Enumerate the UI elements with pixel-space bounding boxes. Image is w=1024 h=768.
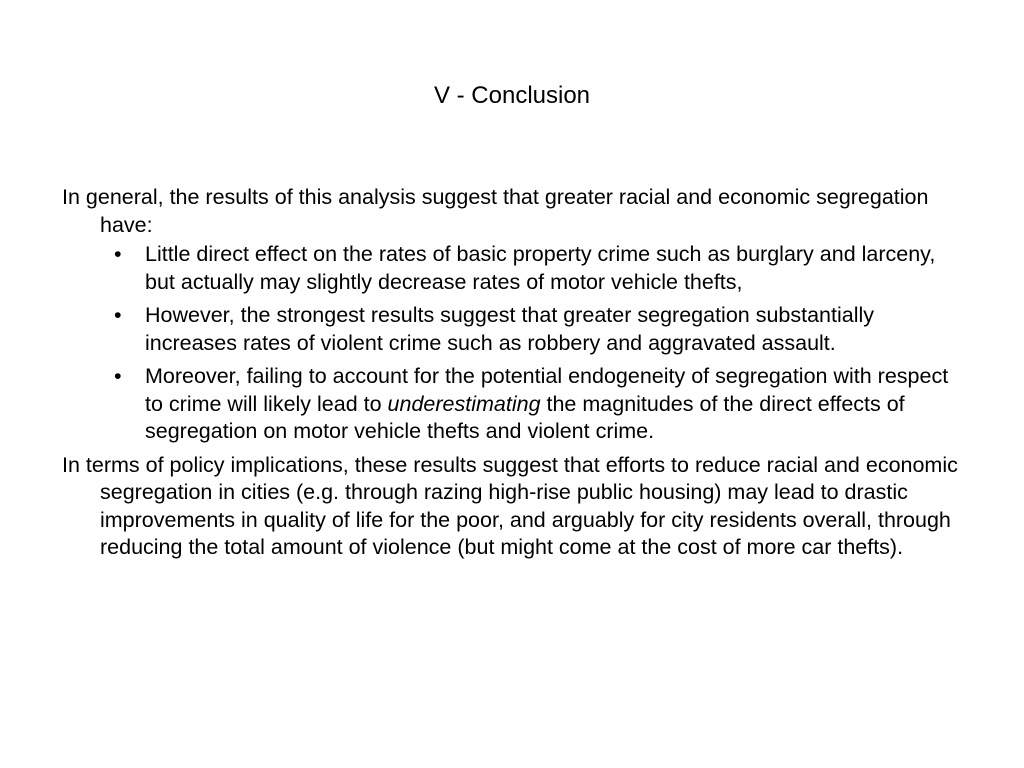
finding-endogeneity: [145, 363, 967, 446]
finding-property-crime: • Little direct effect on the rates of basic property crime such as burglary and larceny, but actually may slightly decrease rates of motor vehicle thefts,: [145, 241, 967, 296]
policy-paragraph: In terms of policy implications, these results suggest that efforts to reduce racial and economic segregation in cities (e.g. through razing high-rise public housing) may lead to drastic improvements in quality of life for the poor, and arguably for city residents overall, through reducing the total amount of violence (but might come at the cost of more car thefts).: [62, 452, 958, 559]
finding-endogeneity-emphasis: underestimating: [387, 391, 541, 416]
slide-title: V - Conclusion: [433, 82, 591, 109]
slide-body: [62, 184, 967, 562]
findings-list: [62, 241, 967, 446]
intro-paragraph: In general, the results of this analysis suggest that greater racial and economic segregation have:: [62, 185, 929, 237]
finding-endogeneity-before: Moreover, failing to account for the potential endogeneity of segregation with respect to crime will likely lead to: [145, 364, 949, 416]
finding-endogeneity-after: the magnitudes of the direct effects of segregation on motor vehicle thefts and violent crime.: [145, 391, 905, 443]
finding-violent-crime: • However, the strongest results suggest that greater segregation substantially increases rates of violent crime such as robbery and aggravated assault.: [145, 302, 967, 357]
